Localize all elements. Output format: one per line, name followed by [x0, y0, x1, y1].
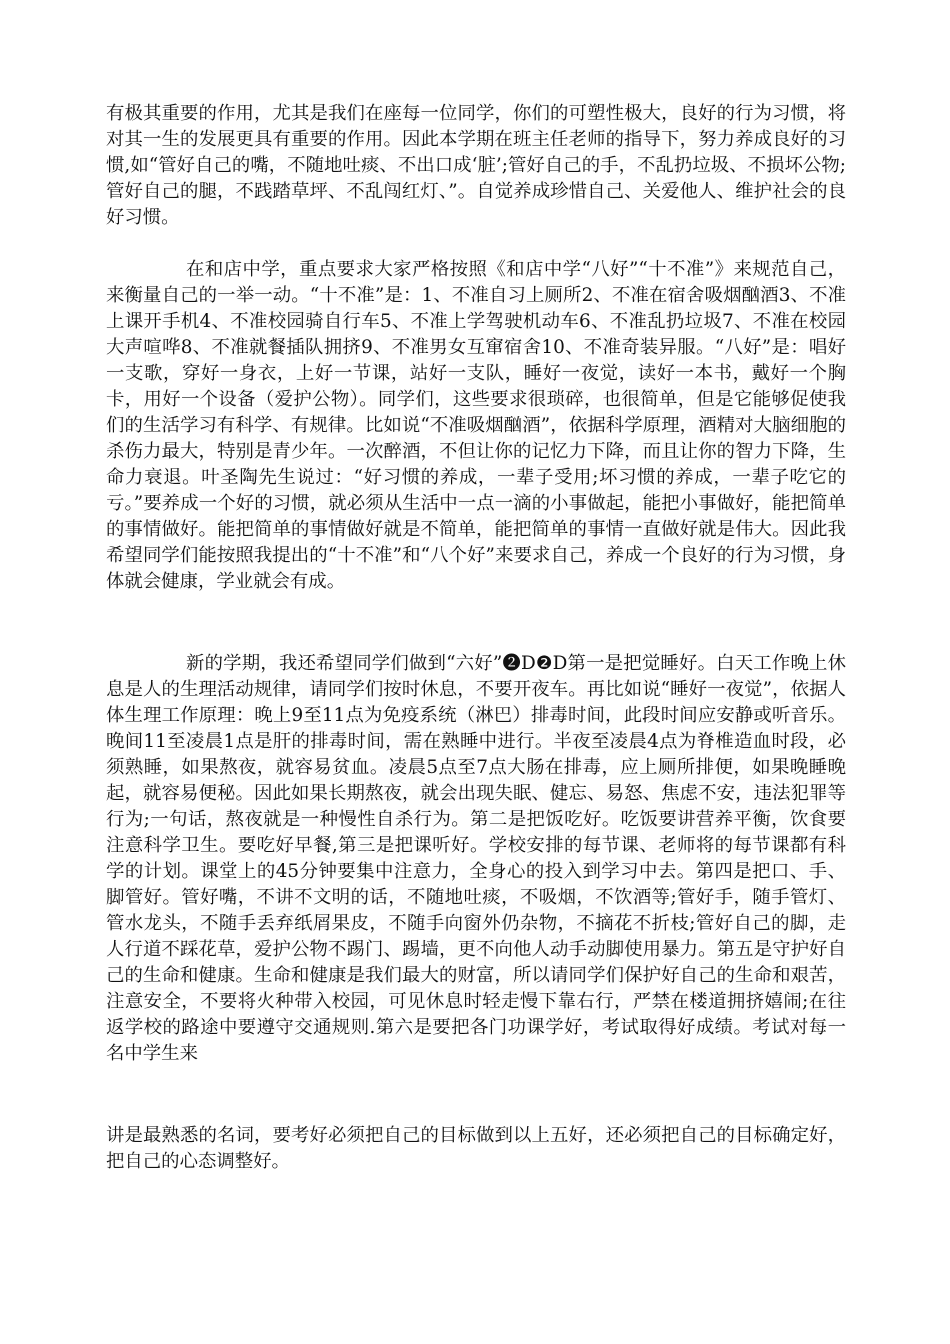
paragraph-rules: 在和店中学，重点要求大家严格按照《和店中学“八好”“十不准”》来规范自己，来衡量自己的一举一动。“十不准”是：1、不准自习上厕所2、不准在宿舍吸烟酗酒3、不准上课开手机4、不准校园骑自行车5、不准上学驾驶机动车6、不准乱扔垃圾7、不准在校园大声喧哗8、不准就餐插队拥挤9、不准男女互窜宿舍10、不准奇装异服。“八好”是：唱好一支歌，穿好一身衣，上好一节课，站好一支队，睡好一夜觉，读好一本书，戴好一个胸卡，用好一个设备（爱护公物）。同学们，这些要求很琐碎，也很简单，但是它能够促使我们的生活学习有科学、有规律。比如说“不准吸烟酗酒”，依据科学原理，酒精对大脑细胞的杀伤力最大，特别是青少年。一次醉酒，不但让你的记忆力下降，而且让你的智力下降，生命力衰退。叶圣陶先生说过：“好习惯的养成，一辈子受用;坏习惯的养成，一辈子吃它的亏。”要养成一个好的习惯，就必须从生活中一点一滴的小事做起，能把小事做好，能把简单的事情做好。能把简单的事情做好就是不简单，能把简单的事情一直做好就是伟大。因此我希望同学们能按照我提出的“十不准”和“八个好”来要求自己，养成一个良好的行为习惯，身体就会健康，学业就会有成。: [106, 259, 846, 592]
paragraph-habits: 有极其重要的作用，尤其是我们在座每一位同学，你们的可塑性极大，良好的行为习惯，将对其一生的发展更具有重要的作用。因此本学期在班主任老师的指导下，努力养成良好的习惯,如“管好自己的嘴，不随地吐痰、不出口成‘脏’;管好自己的手，不乱扔垃圾、不损坏公物;管好自己的腿，不践踏草坪、不乱闯红灯、”。自觉养成珍惜自己、关爱他人、维护社会的良好习惯。: [106, 103, 846, 228]
paragraph-six-goods: 新的学期，我还希望同学们做到“六好”❷D❷D第一是把觉睡好。白天工作晚上休息是人的生理活动规律，请同学们按时休息，不要开夜车。再比如说“睡好一夜觉”，依据人体生理工作原理：晚上9至11点为免疫系统（淋巴）排毒时间，此段时间应安静或听音乐。晚间11至凌晨1点是肝的排毒时间，需在熟睡中进行。半夜至凌晨4点为脊椎造血时段，必须熟睡，如果熬夜，就容易贫血。凌晨5点至7点大肠在排毒，应上厕所排便，如果晚睡晚起，就容易便秘。因此如果长期熬夜，就会出现失眠、健忘、易怒、焦虑不安，违法犯罪等行为;一句话，熬夜就是一种慢性自杀行为。第二是把饭吃好。吃饭要讲营养平衡，饮食要注意科学卫生。要吃好早餐,第三是把课听好。学校安排的每节课、老师将的每节课都有科学的计划。课堂上的45分钟要集中注意力，全身心的投入到学习中去。第四是把口、手、脚管好。管好嘴，不讲不文明的话，不随地吐痰，不吸烟，不饮酒等;管好手，随手管灯、管水龙头，不随手丢弃纸屑果皮，不随手向窗外仍杂物，不摘花不折枝;管好自己的脚，走人行道不踩花草，爱护公物不踢门、踢墙，更不向他人动手动脚使用暴力。第五是守护好自己的生命和健康。生命和健康是我们最大的财富，所以请同学们保护好自己的生命和艰苦，注意安全，不要将火种带入校园，可见休息时轻走慢下靠右行，严禁在楼道拥挤嬉闹;在往返学校的路途中要遵守交通规则.第六是要把各门功课学好，考试取得好成绩。考试对每一名中学生来: [106, 653, 846, 1064]
paragraph-exams: 讲是最熟悉的名词，要考好必须把自己的目标做到以上五好，还必须把自己的目标确定好，把自己的心态调整好。: [106, 1125, 846, 1172]
